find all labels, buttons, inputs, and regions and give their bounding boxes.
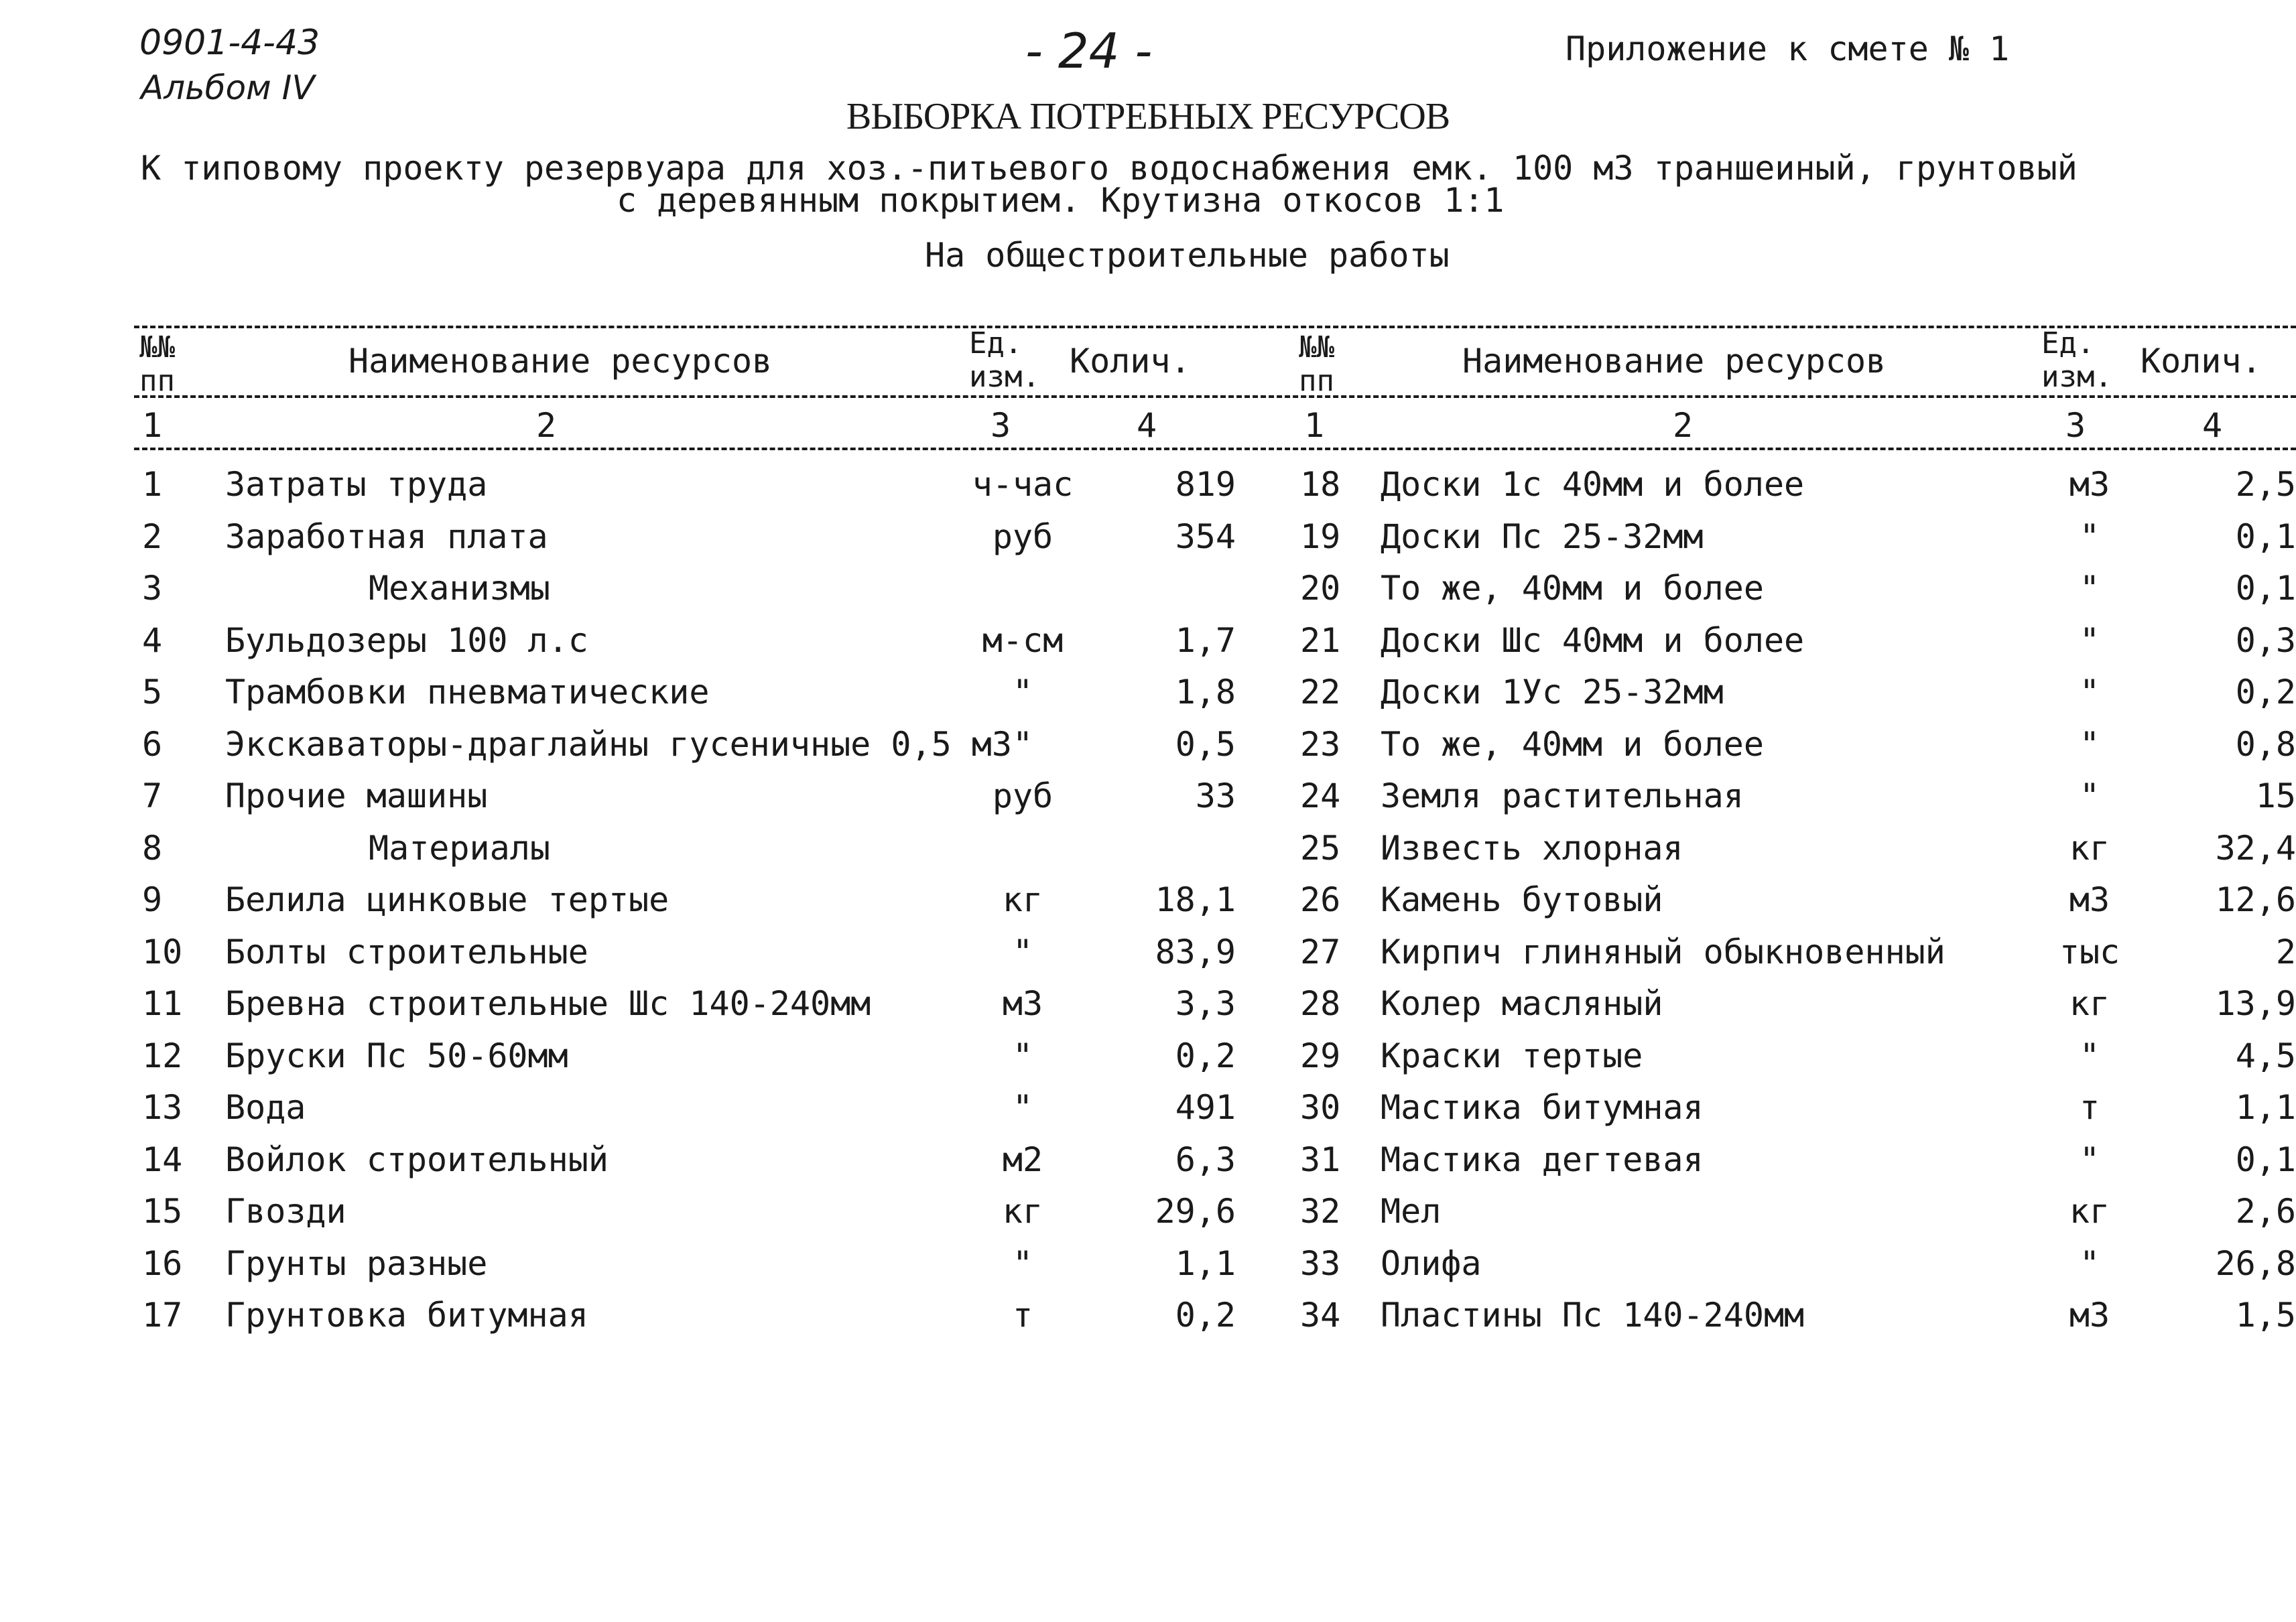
- left-resource-name: Грунтовка битумная: [225, 1296, 588, 1335]
- right-unit: кг: [2069, 1192, 2110, 1231]
- left-row-number: 15: [142, 1192, 183, 1231]
- left-colnum-3: 3: [991, 406, 1011, 445]
- left-resource-name: Бульдозеры 100 л.с: [225, 621, 588, 660]
- left-header-num: №№ пп: [139, 330, 175, 398]
- left-quantity: 83,9: [1155, 933, 1236, 971]
- right-header-qty: Колич.: [2141, 342, 2262, 381]
- right-row-number: 34: [1300, 1296, 1341, 1335]
- left-quantity: 6,3: [1175, 1140, 1236, 1179]
- right-row-number: 33: [1300, 1244, 1341, 1283]
- right-unit: м3: [2069, 465, 2110, 504]
- right-unit: ": [2079, 1036, 2100, 1075]
- left-resource-name: Вода: [225, 1088, 306, 1127]
- right-unit: ": [2079, 1244, 2100, 1283]
- right-unit: тыс: [2059, 933, 2120, 971]
- left-unit: руб: [992, 776, 1054, 815]
- left-unit: м-см: [982, 621, 1064, 660]
- right-colnum-2: 2: [1673, 406, 1694, 445]
- left-unit: ": [1012, 1244, 1033, 1283]
- left-row-number: 5: [142, 673, 163, 712]
- right-resource-name: Мастика битумная: [1381, 1088, 1704, 1127]
- table-colnum-rule: [134, 448, 2296, 450]
- left-unit: м3: [1002, 984, 1043, 1023]
- right-resource-name: Краски тертые: [1381, 1036, 1643, 1075]
- left-quantity: 491: [1175, 1088, 1236, 1127]
- left-row-number: 3: [142, 569, 163, 608]
- left-unit: ": [1012, 725, 1033, 764]
- right-quantity: 0,1: [2235, 517, 2296, 556]
- right-row-number: 24: [1300, 776, 1341, 815]
- section-title: На общестроительные работы: [925, 236, 1450, 275]
- left-header-name: Наименование ресурсов: [348, 342, 773, 381]
- left-colnum-4: 4: [1137, 406, 1157, 445]
- left-row-number: 11: [142, 984, 183, 1023]
- appendix-label: Приложение к смете № 1: [1566, 29, 2010, 68]
- left-quantity: 3,3: [1175, 984, 1236, 1023]
- document-code: 0901-4-43: [139, 23, 320, 63]
- left-quantity: 33: [1195, 776, 1236, 815]
- left-unit: т: [1012, 1296, 1033, 1335]
- project-description-line-2: с деревянным покрытием. Крутизна откосов 1:1: [617, 181, 1505, 220]
- right-colnum-3: 3: [2065, 406, 2086, 445]
- right-header-num: №№ пп: [1299, 330, 1334, 398]
- right-row-number: 22: [1300, 673, 1341, 712]
- left-unit: руб: [992, 517, 1054, 556]
- right-unit: т: [2079, 1088, 2100, 1127]
- document-title: ВЫБОРКА ПОТРЕБНЫХ РЕСУРСОВ: [846, 96, 1450, 137]
- left-resource-name: Войлок строительный: [225, 1140, 609, 1179]
- right-quantity: 2,5: [2235, 465, 2296, 504]
- left-resource-name: Механизмы: [369, 569, 550, 608]
- right-resource-name: Доски Шс 40мм и более: [1381, 621, 1805, 660]
- right-quantity: 12,6: [2215, 880, 2296, 919]
- right-unit: ": [2079, 569, 2100, 608]
- left-quantity: 354: [1175, 517, 1236, 556]
- right-unit: ": [2079, 673, 2100, 712]
- left-unit: кг: [1002, 1192, 1043, 1231]
- left-resource-name: Заработная плата: [225, 517, 548, 556]
- left-quantity: 1,1: [1175, 1244, 1236, 1283]
- right-header-unit: Ед. изм.: [2041, 326, 2112, 394]
- left-row-number: 14: [142, 1140, 183, 1179]
- left-quantity: 18,1: [1155, 880, 1236, 919]
- left-unit: ": [1012, 1036, 1033, 1075]
- right-resource-name: Доски 1с 40мм и более: [1381, 465, 1805, 504]
- left-header-unit: Ед. изм.: [969, 326, 1040, 394]
- left-header-qty: Колич.: [1070, 342, 1191, 381]
- right-row-number: 23: [1300, 725, 1341, 764]
- right-resource-name: Доски 1Ус 25-32мм: [1381, 673, 1724, 712]
- right-unit: м3: [2069, 1296, 2110, 1335]
- right-resource-name: Камень бутовый: [1381, 880, 1663, 919]
- left-row-number: 1: [142, 465, 163, 504]
- right-quantity: 15: [2255, 776, 2296, 815]
- right-quantity: 0,2: [2235, 673, 2296, 712]
- left-quantity: 0,2: [1175, 1036, 1236, 1075]
- left-quantity: 0,5: [1175, 725, 1236, 764]
- right-quantity: 13,9: [2215, 984, 2296, 1023]
- right-resource-name: Олифа: [1381, 1244, 1482, 1283]
- right-row-number: 25: [1300, 829, 1341, 868]
- right-quantity: 0,1: [2235, 569, 2296, 608]
- left-resource-name: Болты строительные: [225, 933, 588, 971]
- left-row-number: 8: [142, 829, 163, 868]
- left-unit: м2: [1002, 1140, 1043, 1179]
- right-colnum-1: 1: [1304, 406, 1325, 445]
- left-resource-name: Гвозди: [225, 1192, 346, 1231]
- left-resource-name: Бревна строительные Шс 140-240мм: [225, 984, 871, 1023]
- right-resource-name: Мел: [1381, 1192, 1442, 1231]
- left-row-number: 9: [142, 880, 163, 919]
- left-resource-name: Материалы: [369, 829, 550, 868]
- right-row-number: 32: [1300, 1192, 1341, 1231]
- right-row-number: 19: [1300, 517, 1341, 556]
- right-quantity: 2: [2275, 933, 2296, 971]
- right-resource-name: То же, 40мм и более: [1381, 725, 1764, 764]
- right-unit: кг: [2069, 984, 2110, 1023]
- left-row-number: 16: [142, 1244, 183, 1283]
- right-quantity: 1,5: [2235, 1296, 2296, 1335]
- left-row-number: 10: [142, 933, 183, 971]
- right-unit: ": [2079, 1140, 2100, 1179]
- table-header-rule: [134, 395, 2296, 398]
- right-quantity: 2,6: [2235, 1192, 2296, 1231]
- right-row-number: 29: [1300, 1036, 1341, 1075]
- right-colnum-4: 4: [2202, 406, 2223, 445]
- right-quantity: 0,1: [2235, 1140, 2296, 1179]
- right-quantity: 0,8: [2235, 725, 2296, 764]
- right-resource-name: То же, 40мм и более: [1381, 569, 1764, 608]
- left-unit: ч-час: [972, 465, 1074, 504]
- right-header-name: Наименование ресурсов: [1462, 342, 1887, 381]
- right-row-number: 28: [1300, 984, 1341, 1023]
- right-row-number: 30: [1300, 1088, 1341, 1127]
- project-description-line-1: К типовому проекту резервуара для хоз.-питьевого водоснабжения емк. 100 м3 траншеиный, грунтовый: [141, 149, 2078, 188]
- right-row-number: 27: [1300, 933, 1341, 971]
- left-resource-name: Затраты труда: [225, 465, 488, 504]
- right-resource-name: Пластины Пс 140-240мм: [1381, 1296, 1805, 1335]
- page-number: - 24 -: [1025, 23, 1153, 79]
- right-row-number: 31: [1300, 1140, 1341, 1179]
- right-resource-name: Кирпич глиняный обыкновенный: [1381, 933, 1946, 971]
- right-unit: ": [2079, 725, 2100, 764]
- left-unit: ": [1012, 933, 1033, 971]
- left-row-number: 4: [142, 621, 163, 660]
- right-quantity: 4,5: [2235, 1036, 2296, 1075]
- left-resource-name: Белила цинковые тертые: [225, 880, 669, 919]
- right-row-number: 21: [1300, 621, 1341, 660]
- album-label: Альбом IV: [141, 68, 315, 107]
- left-resource-name: Экскаваторы-драглайны гусеничные 0,5 м3: [225, 725, 1012, 764]
- table-top-rule: [134, 326, 2296, 328]
- left-row-number: 2: [142, 517, 163, 556]
- right-resource-name: Доски Пс 25-32мм: [1381, 517, 1704, 556]
- left-quantity: 29,6: [1155, 1192, 1236, 1231]
- right-resource-name: Мастика дегтевая: [1381, 1140, 1704, 1179]
- right-resource-name: Земля растительная: [1381, 776, 1744, 815]
- right-unit: м3: [2069, 880, 2110, 919]
- left-colnum-1: 1: [142, 406, 163, 445]
- left-unit: кг: [1002, 880, 1043, 919]
- left-row-number: 7: [142, 776, 163, 815]
- right-row-number: 20: [1300, 569, 1341, 608]
- right-quantity: 1,1: [2235, 1088, 2296, 1127]
- right-unit: кг: [2069, 829, 2110, 868]
- left-unit: ": [1012, 673, 1033, 712]
- right-quantity: 26,8: [2215, 1244, 2296, 1283]
- left-row-number: 13: [142, 1088, 183, 1127]
- right-unit: ": [2079, 776, 2100, 815]
- right-unit: ": [2079, 517, 2100, 556]
- right-resource-name: Известь хлорная: [1381, 829, 1683, 868]
- left-quantity: 1,7: [1175, 621, 1236, 660]
- left-resource-name: Трамбовки пневматические: [225, 673, 710, 712]
- right-row-number: 26: [1300, 880, 1341, 919]
- right-quantity: 32,4: [2215, 829, 2296, 868]
- right-resource-name: Колер масляный: [1381, 984, 1663, 1023]
- left-quantity: 1,8: [1175, 673, 1236, 712]
- left-unit: ": [1012, 1088, 1033, 1127]
- left-quantity: 0,2: [1175, 1296, 1236, 1335]
- left-row-number: 6: [142, 725, 163, 764]
- left-resource-name: Прочие машины: [225, 776, 488, 815]
- left-row-number: 12: [142, 1036, 183, 1075]
- left-row-number: 17: [142, 1296, 183, 1335]
- left-colnum-2: 2: [536, 406, 557, 445]
- right-unit: ": [2079, 621, 2100, 660]
- right-quantity: 0,3: [2235, 621, 2296, 660]
- left-resource-name: Бруски Пс 50-60мм: [225, 1036, 568, 1075]
- right-row-number: 18: [1300, 465, 1341, 504]
- left-quantity: 819: [1175, 465, 1236, 504]
- left-resource-name: Грунты разные: [225, 1244, 488, 1283]
